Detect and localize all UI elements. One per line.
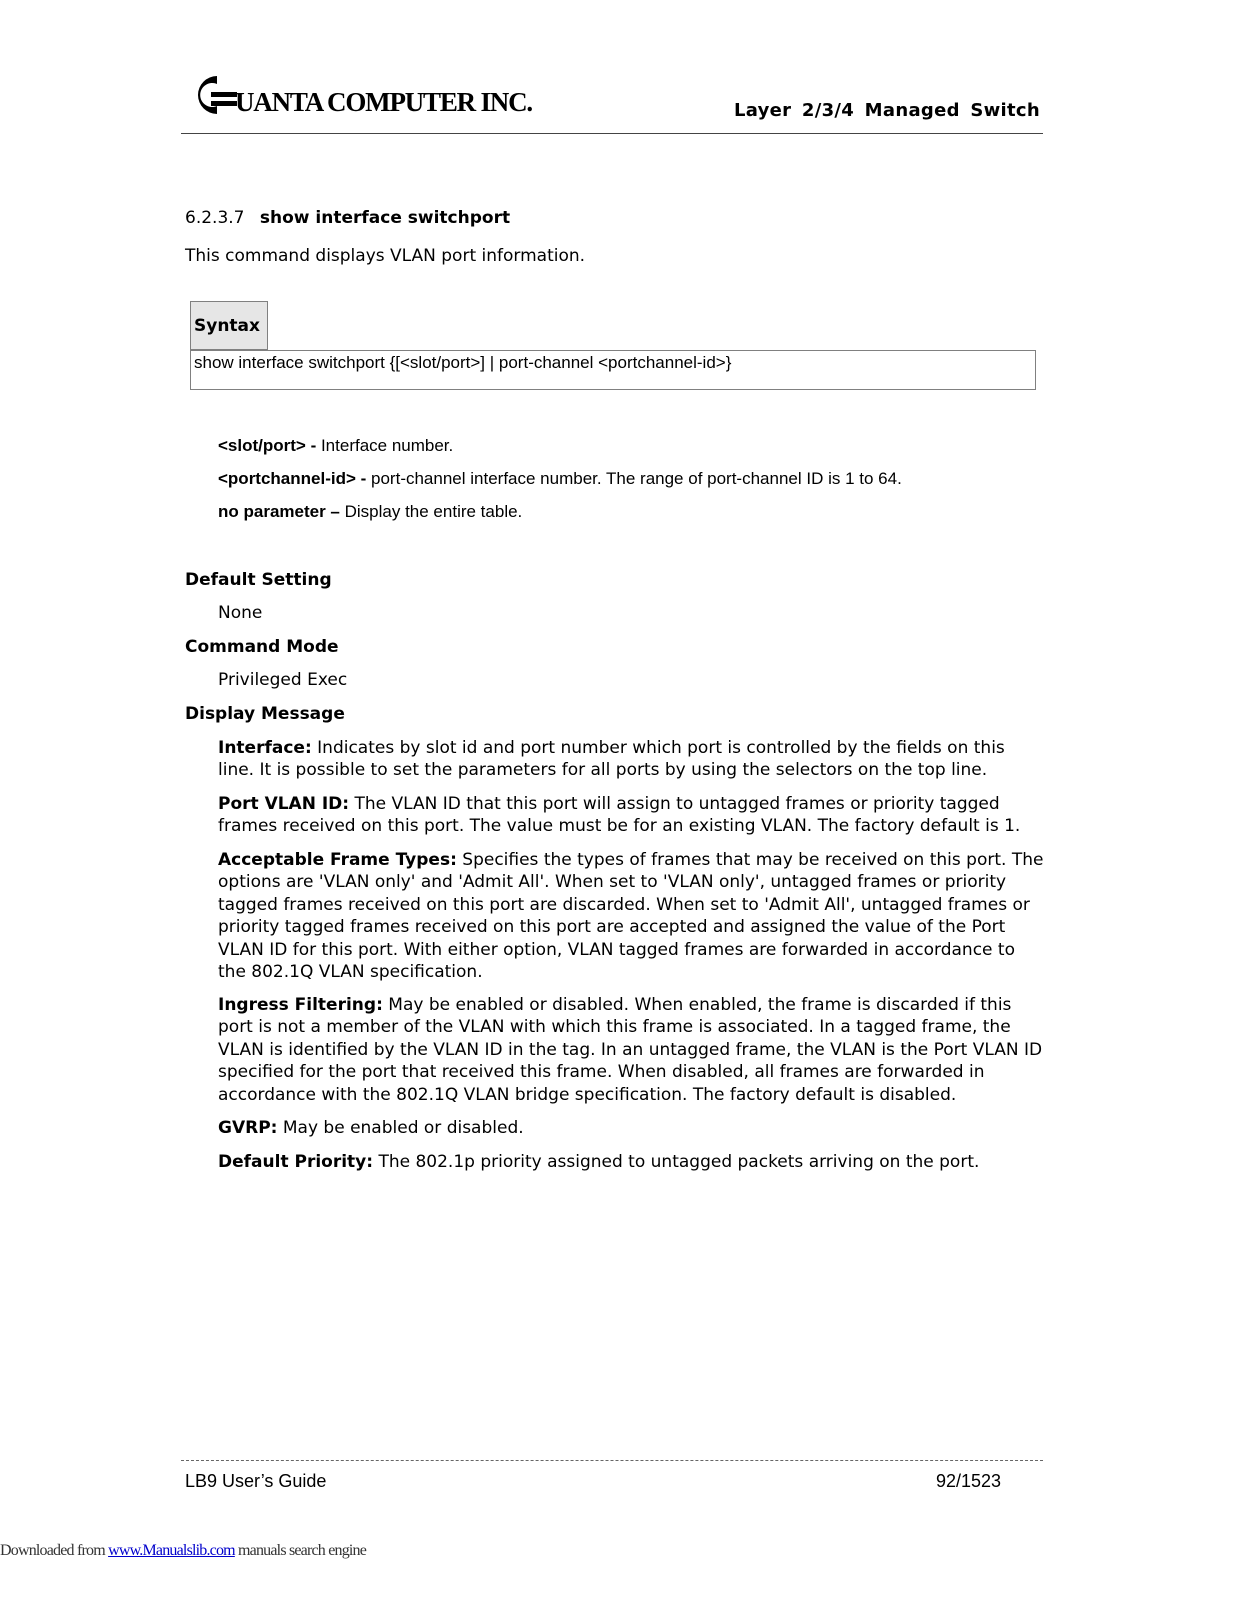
download-bar: [0, 1542, 366, 1560]
display-term: GVRP:: [218, 1118, 278, 1138]
display-item-gvrp: [218, 1117, 1044, 1139]
display-item-interface: [218, 737, 1044, 782]
display-text: Indicates by slot id and port number which port is controlled by the fields on this line. It is possible to set the parameters for all ports by using the selectors on the top line.: [218, 738, 1005, 781]
param-slot-port: [218, 436, 453, 456]
display-text: The 802.1p priority assigned to untagged packets arriving on the port.: [373, 1152, 980, 1172]
display-item-default-priority: [218, 1151, 1044, 1173]
display-term: Default Priority:: [218, 1152, 374, 1172]
display-term: Ingress Filtering:: [218, 995, 383, 1015]
display-term: Interface:: [218, 738, 312, 758]
section-title: [185, 208, 510, 228]
display-term: Acceptable Frame Types:: [218, 850, 457, 870]
company-logo: [187, 64, 532, 120]
download-prefix: Downloaded from: [0, 1542, 109, 1559]
syntax-command: show interface switchport {[<slot/port>] | port-channel <portchannel-id>}: [190, 350, 1036, 390]
syntax-label: Syntax: [190, 301, 268, 350]
display-text: The VLAN ID that this port will assign to untagged frames or priority tagged frames received on this port. The value must be for an existing VLAN. The factory default is 1.: [218, 794, 1021, 837]
display-term: Port VLAN ID:: [218, 794, 350, 814]
param-name: no parameter –: [218, 502, 340, 521]
param-desc: Interface number.: [316, 436, 454, 455]
product-name: Layer 2/3/4 Managed Switch: [733, 100, 1040, 121]
section-intro: This command displays VLAN port information.: [185, 246, 586, 266]
footer-page-number: 92/1523: [936, 1471, 1002, 1491]
section-name: show interface switchport: [259, 208, 511, 228]
param-portchannel-id: [218, 469, 902, 489]
command-mode-value: Privileged Exec: [218, 670, 348, 690]
display-text: May be enabled or disabled. When enabled, the frame is discarded if this port is not a member of the VLAN with which this frame is associated. In a tagged frame, the VLAN is identified by the VLAN ID in the tag. In an untagged frame, the VLAN is the Port VLAN ID specified for the port that received this frame. When disabled, all frames are forwarded in accordance with the 802.1Q VLAN bridge specification. The factory default is disabled.: [218, 995, 1043, 1105]
company-name: UANTA COMPUTER INC.: [235, 87, 532, 117]
display-text: Specifies the types of frames that may be received on this port. The options are 'VLAN only' and 'Admit All'. When set to 'VLAN only', untagged frames or priority tagged frames received on this port are discarded. When set to 'Admit All', untagged frames or priority tagged frames received on this port are accepted and assigned the value of the Port VLAN ID for this port. With either option, VLAN tagged frames are forwarded in accordance to the 802.1Q VLAN specification.: [218, 850, 1044, 983]
display-message-heading: Display Message: [185, 704, 345, 724]
param-no-parameter: [218, 502, 522, 522]
default-setting-heading: Default Setting: [185, 570, 332, 590]
quanta-q-logo-icon: [187, 70, 239, 120]
param-name: <portchannel-id> -: [218, 469, 367, 488]
param-name: <slot/port> -: [218, 436, 317, 455]
footer-divider: [181, 1460, 1043, 1461]
display-item-acceptable-frame-types: [218, 849, 1044, 983]
default-setting-value: None: [218, 603, 263, 623]
section-number: 6.2.3.7: [185, 208, 245, 228]
footer-guide-title: LB9 User’s Guide: [185, 1471, 327, 1491]
display-text: May be enabled or disabled.: [277, 1118, 524, 1138]
param-desc: port-channel interface number. The range of port-channel ID is 1 to 64.: [366, 469, 902, 488]
display-item-ingress-filtering: [218, 994, 1044, 1106]
param-desc: Display the entire table.: [339, 502, 523, 521]
download-suffix: manuals search engine: [234, 1542, 367, 1559]
manualslib-link[interactable]: www.Manualslib.com: [108, 1542, 235, 1559]
header-divider: [181, 133, 1043, 134]
display-item-port-vlan-id: [218, 793, 1044, 838]
command-mode-heading: Command Mode: [185, 637, 339, 657]
